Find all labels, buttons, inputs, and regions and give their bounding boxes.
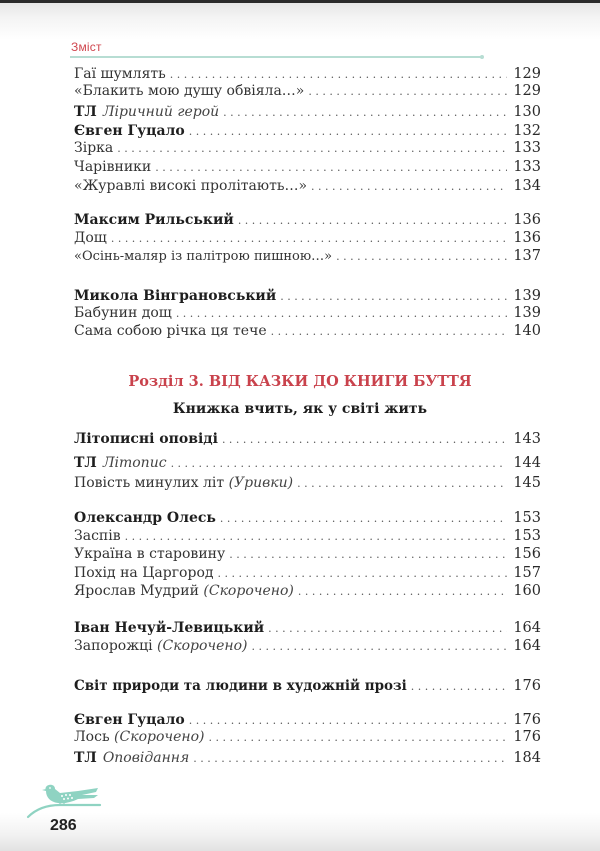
toc-entry-page: 144 [513, 455, 541, 471]
leader-dots [117, 140, 507, 158]
toc-entry-title: Олександр Олесь [74, 510, 216, 526]
toc-entry-theory[interactable] [74, 103, 541, 121]
leader-dots [171, 455, 507, 473]
toc-entry-page: 129 [513, 83, 541, 99]
leader-dots [336, 248, 507, 266]
toc-entry-page: 160 [513, 583, 541, 599]
toc-entry-page: 176 [513, 712, 541, 728]
leader-dots [268, 620, 507, 638]
toc-entry-title: «Осінь-маляр із палітрою пишною…» [74, 249, 333, 264]
toc-entry-author[interactable] [74, 509, 541, 527]
leader-dots [238, 212, 507, 230]
toc-entry-page: 139 [513, 288, 541, 304]
toc-entry[interactable] [74, 247, 541, 265]
toc-entry-title: «Журавлі високі пролітають…» [74, 178, 308, 194]
leader-dots [271, 323, 507, 341]
toc-entry-title: Максим Рильський [74, 212, 234, 228]
toc-entry[interactable] [74, 158, 541, 176]
toc-entry[interactable] [74, 82, 541, 100]
toc-entry-title: Похід на Царгород [74, 565, 214, 581]
toc-entry[interactable] [74, 65, 541, 83]
toc-entry-page: 164 [513, 638, 541, 654]
entry-main-title: Лось [74, 729, 110, 745]
toc-entry-title: «Блакить мою душу обвіяла…» [74, 83, 305, 99]
toc-entry-title: Євген Гуцало [74, 712, 185, 728]
toc-entry-title: Гаї шумлять [74, 66, 166, 82]
toc-entry-topic[interactable] [74, 677, 541, 695]
toc-entry-page: 139 [513, 305, 541, 321]
toc-entry-page: 156 [513, 546, 541, 562]
toc-entry-page: 133 [513, 140, 541, 156]
toc-entry-page: 145 [513, 475, 541, 491]
toc-entry-page: 153 [513, 510, 541, 526]
section-subtitle: Книжка вчить, як у світі жить [172, 401, 428, 417]
toc-entry-title [74, 454, 167, 472]
leader-dots [209, 729, 508, 747]
toc-entry[interactable] [74, 637, 541, 655]
leader-dots [252, 638, 507, 656]
leader-dots [125, 528, 507, 546]
toc-entry-page: 143 [513, 431, 541, 447]
leader-dots [222, 431, 507, 449]
toc-entry-title [74, 637, 248, 655]
leader-dots [311, 178, 507, 196]
theory-term: Ліричний герой [102, 104, 220, 120]
toc-entry-page: 176 [513, 729, 541, 745]
theory-term: Оповідання [102, 750, 190, 766]
toc-entry-page: 129 [513, 66, 541, 82]
leader-dots [297, 475, 507, 493]
leader-dots [111, 230, 507, 248]
toc-entry-title: Літописні оповіді [74, 431, 218, 447]
toc-entry-author[interactable] [74, 619, 541, 637]
toc-entry-title: Євген Гуцало [74, 123, 185, 139]
theory-prefix: ТЛ [74, 455, 97, 471]
toc-entry-title: Дощ [74, 230, 107, 246]
leader-dots [220, 510, 507, 528]
toc-entry-theory[interactable] [74, 454, 541, 472]
toc-entry[interactable] [74, 229, 541, 247]
toc-entry-page: 130 [513, 104, 541, 120]
toc-entry[interactable] [74, 474, 541, 492]
entry-note: (Скорочено) [203, 583, 294, 599]
toc-entry-title: Україна в старовину [74, 546, 226, 562]
page-number: 286 [50, 817, 77, 834]
leader-dots [308, 83, 507, 101]
toc-entry-title [74, 749, 189, 767]
toc-entry-page: 132 [513, 123, 541, 139]
toc-entry-author[interactable] [74, 211, 541, 229]
toc-entry-page: 137 [513, 248, 541, 264]
toc-entry-page: 140 [513, 323, 541, 339]
leader-dots [218, 565, 507, 583]
theory-prefix: ТЛ [74, 750, 97, 766]
toc-entry-page: 164 [513, 620, 541, 636]
toc-entry-title: Світ природи та людини в художній прозі [74, 678, 407, 694]
toc-entry-page: 157 [513, 565, 541, 581]
toc-entry[interactable] [74, 322, 541, 340]
toc-entry-title [74, 474, 293, 492]
toc-entry[interactable] [74, 527, 541, 545]
entry-main-title: Повість минулих літ [74, 475, 225, 491]
toc-entry[interactable] [74, 728, 541, 746]
entry-note: (Уривки) [228, 475, 294, 491]
toc-entry-title: Сама собою річка ця тече [74, 323, 267, 339]
bird-on-branch-icon [26, 783, 102, 819]
toc-entry-title: Чарівники [74, 159, 152, 175]
toc-entry-author[interactable] [74, 711, 541, 729]
toc-entry[interactable] [74, 582, 541, 600]
toc-entry-title: Заспів [74, 528, 121, 544]
toc-entry-page: 153 [513, 528, 541, 544]
toc-entry-title: Бабунин дощ [74, 305, 172, 321]
leader-dots [411, 678, 507, 696]
toc-entry[interactable] [74, 139, 541, 157]
toc-entry[interactable] [74, 545, 541, 563]
toc-entry-page: 184 [513, 750, 541, 766]
toc-entry-theory[interactable] [74, 749, 541, 767]
toc-entry-title: Микола Вінграновський [74, 288, 277, 304]
leader-dots [193, 750, 507, 768]
toc-entry-author[interactable] [74, 122, 541, 140]
leader-dots [155, 159, 507, 177]
toc-entry-title [74, 582, 294, 600]
entry-main-title: Запорожці [74, 638, 153, 654]
toc-entry-page: 133 [513, 159, 541, 175]
toc-entry-title [74, 103, 219, 121]
entry-note: (Скорочено) [114, 729, 205, 745]
entry-main-title: Ярослав Мудрий [74, 583, 199, 599]
toc-entry[interactable] [74, 304, 541, 322]
theory-prefix: ТЛ [74, 104, 97, 120]
entry-note: (Скорочено) [157, 638, 248, 654]
theory-term: Літопис [102, 455, 167, 471]
leader-dots [223, 104, 507, 122]
toc-entry-title: Зірка [74, 140, 114, 156]
toc-entry-page: 134 [513, 178, 541, 194]
leader-dots [176, 305, 507, 323]
toc-entry-page: 176 [513, 678, 541, 694]
toc-entry-topic[interactable] [74, 430, 541, 448]
running-header: Зміст [71, 40, 102, 54]
leader-dots [298, 583, 507, 601]
toc-entry-title [74, 728, 205, 746]
toc-entry-author[interactable] [74, 287, 541, 305]
top-shade [0, 0, 600, 40]
header-rule [70, 56, 481, 58]
toc-entry[interactable] [74, 177, 541, 195]
toc-entry[interactable] [74, 564, 541, 582]
section-heading[interactable]: Розділ 3. ВІД КАЗКИ ДО КНИГИ БУТТЯ [128, 373, 472, 390]
toc-entry-page: 136 [513, 212, 541, 228]
toc-entry-title: Іван Нечуй-Левицький [74, 620, 265, 636]
leader-dots [229, 546, 507, 564]
toc-entry-page: 136 [513, 230, 541, 246]
